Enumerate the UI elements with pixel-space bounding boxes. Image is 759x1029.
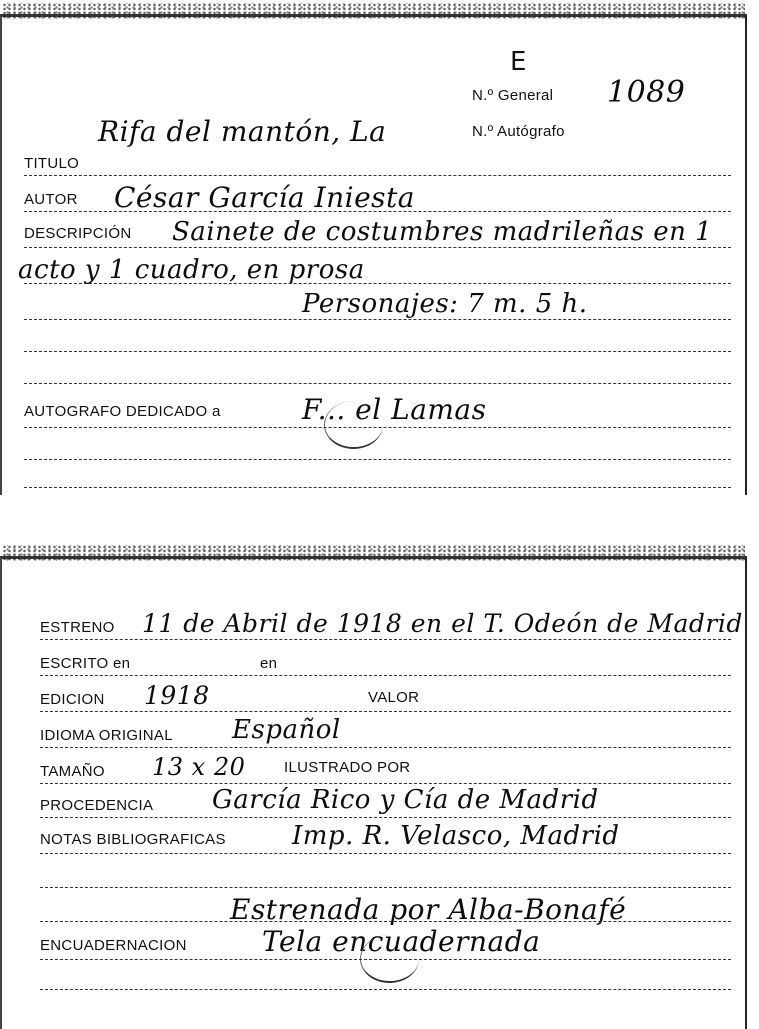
dedicado-rule	[24, 427, 731, 428]
encuadernacion-value: Tela encuadernada	[262, 925, 541, 958]
autor-rule	[24, 211, 731, 212]
notas-value: Imp. R. Velasco, Madrid	[292, 821, 620, 851]
escrito-rule	[40, 675, 731, 676]
escrito-en-label: en	[260, 655, 278, 672]
idioma-value: Español	[232, 715, 341, 745]
titulo-rule	[24, 175, 731, 176]
estreno-value: 11 de Abril de 1918 en el T. Odeón de Madrid	[142, 609, 743, 638]
tamano-rule	[40, 783, 731, 784]
tamano-label: TAMAÑO	[40, 763, 105, 780]
blank-rule-7	[40, 989, 731, 990]
descripcion-value-line-2: acto y 1 cuadro, en prosa	[18, 255, 365, 285]
edicion-value: 1918	[144, 681, 210, 710]
blank-rule-3	[24, 459, 731, 460]
edicion-rule	[40, 711, 731, 712]
blank-rule-5	[40, 887, 731, 888]
section-letter: E	[510, 47, 527, 77]
numero-general-value: 1089	[607, 75, 686, 110]
notas-label: NOTAS BIBLIOGRAFICAS	[40, 831, 226, 848]
descripcion-rule-3	[24, 319, 731, 320]
blank-rule-4	[24, 487, 731, 488]
blank-rule-1	[24, 351, 731, 352]
autor-value: César García Iniesta	[114, 181, 415, 214]
numero-autografo-label: N.º Autógrafo	[472, 123, 565, 140]
blank-rule-6	[40, 921, 731, 922]
idioma-label: IDIOMA ORIGINAL	[40, 727, 173, 744]
procedencia-value: García Rico y Cía de Madrid	[212, 785, 599, 815]
idioma-rule	[40, 747, 731, 748]
descripcion-value-line-3: Personajes: 7 m. 5 h.	[302, 289, 588, 319]
titulo-label: TITULO	[24, 155, 80, 172]
blank-rule-2	[24, 383, 731, 384]
procedencia-rule	[40, 817, 731, 818]
descripcion-rule-1	[24, 247, 731, 248]
encuadernacion-label: ENCUADERNACION	[40, 937, 187, 954]
catalog-card-bottom	[0, 556, 747, 1029]
card-bottom-edge-texture	[2, 545, 745, 561]
notas-rule	[40, 853, 731, 854]
estreno-label: ESTRENO	[40, 619, 115, 636]
catalog-card-top	[0, 14, 747, 495]
estreno-rule	[40, 639, 731, 640]
escrito-label: ESCRITO en	[40, 655, 131, 672]
titulo-value: Rifa del mantón, La	[98, 115, 387, 148]
valor-label: VALOR	[368, 689, 420, 706]
numero-general-label: N.º General	[472, 87, 554, 104]
tamano-value: 13 x 20	[152, 753, 246, 781]
notas-value-line-2: Estrenada por Alba-Bonafé	[230, 893, 627, 926]
ink-mark	[324, 401, 383, 449]
edicion-label: EDICION	[40, 691, 105, 708]
descripcion-label: DESCRIPCIÓN	[24, 225, 132, 242]
procedencia-label: PROCEDENCIA	[40, 797, 154, 814]
dedicado-value: F... el Lamas	[302, 393, 487, 426]
dedicado-label: AUTOGRAFO DEDICADO a	[24, 403, 221, 420]
descripcion-value-line-1: Sainete de costumbres madrileñas en 1	[172, 217, 713, 247]
encuadernacion-rule	[40, 959, 731, 960]
descripcion-rule-2	[24, 283, 731, 284]
card-top-edge-texture	[2, 3, 745, 19]
autor-label: AUTOR	[24, 191, 78, 208]
ilustrado-label: ILUSTRADO POR	[284, 759, 411, 776]
